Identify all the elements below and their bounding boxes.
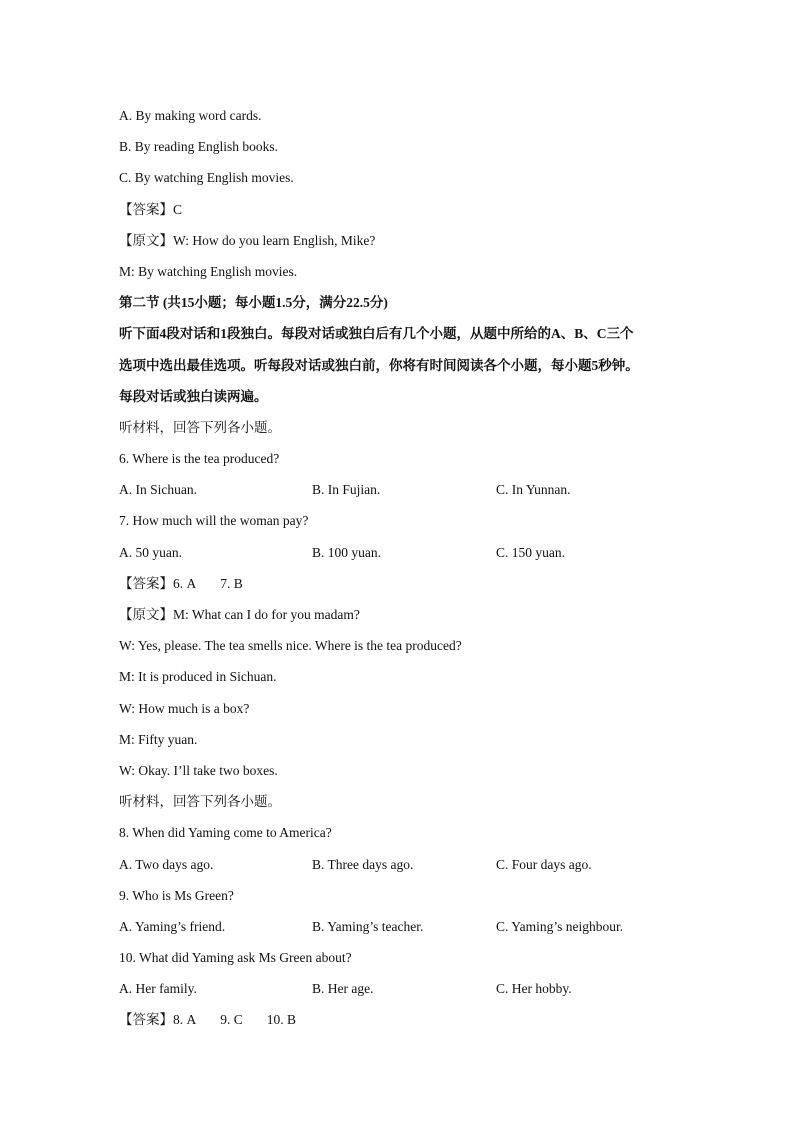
script-label: 【原文】 bbox=[119, 607, 173, 622]
q5-option-b: B. By reading English books. bbox=[119, 139, 278, 155]
answer-label: 【答案】 bbox=[119, 1012, 173, 1028]
answer-label: 【答案】 bbox=[119, 575, 173, 591]
section-instruction: 选项中选出最佳选项。听每段对话或独白前，你将有时间阅读各个小题，每小题5秒钟。 bbox=[119, 357, 639, 373]
q5-script-line bbox=[119, 225, 679, 256]
script-line: W: Yes, please. The tea smells nice. Where is the tea produced? bbox=[119, 638, 462, 654]
question-8: 8. When did Yaming come to America? bbox=[119, 825, 332, 841]
option-a: A. 50 yuan. bbox=[119, 544, 182, 560]
q5-option-a: A. By making word cards. bbox=[119, 108, 262, 123]
question-6-options bbox=[119, 474, 679, 505]
group2-answer bbox=[119, 1004, 679, 1035]
question-6: 6. Where is the tea produced? bbox=[119, 451, 280, 467]
script-line: M: Fifty yuan. bbox=[119, 731, 198, 747]
script-line: M: It is produced in Sichuan. bbox=[119, 669, 277, 685]
question-8-options bbox=[119, 849, 679, 880]
section-instruction: 每段对话或独白读两遍。 bbox=[119, 388, 268, 404]
question-7: 7. How much will the woman pay? bbox=[119, 513, 309, 529]
group-prompt: 听材料，回答下列各小题。 bbox=[119, 419, 281, 435]
option-b: B. Yaming’s teacher. bbox=[312, 918, 424, 934]
option-a: A. Yaming’s friend. bbox=[119, 918, 226, 934]
question-10: 10. What did Yaming ask Ms Green about? bbox=[119, 950, 352, 966]
q5-option-c: C. By watching English movies. bbox=[119, 170, 294, 186]
answer-value: 10. B bbox=[266, 1012, 297, 1028]
q5-script-line: M: By watching English movies. bbox=[119, 263, 298, 279]
question-9-options bbox=[119, 911, 679, 942]
option-a: A. In Sichuan. bbox=[119, 482, 197, 498]
option-c: C. Four days ago. bbox=[496, 856, 592, 872]
answer-value: 9. C bbox=[220, 1012, 243, 1028]
option-a: A. Her family. bbox=[119, 981, 197, 997]
answer-value: C bbox=[173, 201, 183, 217]
option-b: B. In Fujian. bbox=[312, 482, 381, 498]
document-page bbox=[119, 100, 679, 1036]
option-b: B. Three days ago. bbox=[312, 856, 414, 872]
question-10-options bbox=[119, 973, 679, 1004]
group-prompt: 听材料，回答下列各小题。 bbox=[119, 794, 281, 810]
option-a: A. Two days ago. bbox=[119, 856, 214, 872]
section-heading: 第二节 (共15小题；每小题1.5分，满分22.5分) bbox=[119, 295, 388, 311]
script-label: 【原文】 bbox=[119, 232, 173, 248]
answer-value: 7. B bbox=[220, 575, 243, 591]
option-c: C. Yaming’s neighbour. bbox=[496, 918, 624, 934]
option-b: B. 100 yuan. bbox=[312, 544, 381, 560]
script-text: W: How do you learn English, Mike? bbox=[173, 232, 376, 248]
q5-answer bbox=[119, 194, 679, 225]
script-text: M: What can I do for you madam? bbox=[173, 607, 360, 622]
question-7-options bbox=[119, 537, 679, 568]
option-c: C. In Yunnan. bbox=[496, 482, 571, 498]
option-b: B. Her age. bbox=[312, 981, 374, 997]
question-9: 9. Who is Ms Green? bbox=[119, 887, 234, 903]
section-instruction: 听下面4段对话和1段独白。每段对话或独白后有几个小题，从题中所给的A、B、C三个 bbox=[119, 326, 634, 342]
script-line: W: Okay. I’ll take two boxes. bbox=[119, 762, 278, 778]
answer-value: 8. A bbox=[173, 1012, 197, 1028]
script-line: W: How much is a box? bbox=[119, 700, 250, 716]
answer-label: 【答案】 bbox=[119, 201, 173, 217]
option-c: C. Her hobby. bbox=[496, 981, 572, 997]
option-c: C. 150 yuan. bbox=[496, 544, 565, 560]
group1-answer bbox=[119, 568, 679, 599]
script-line bbox=[119, 599, 679, 630]
answer-value: 6. A bbox=[173, 575, 197, 591]
